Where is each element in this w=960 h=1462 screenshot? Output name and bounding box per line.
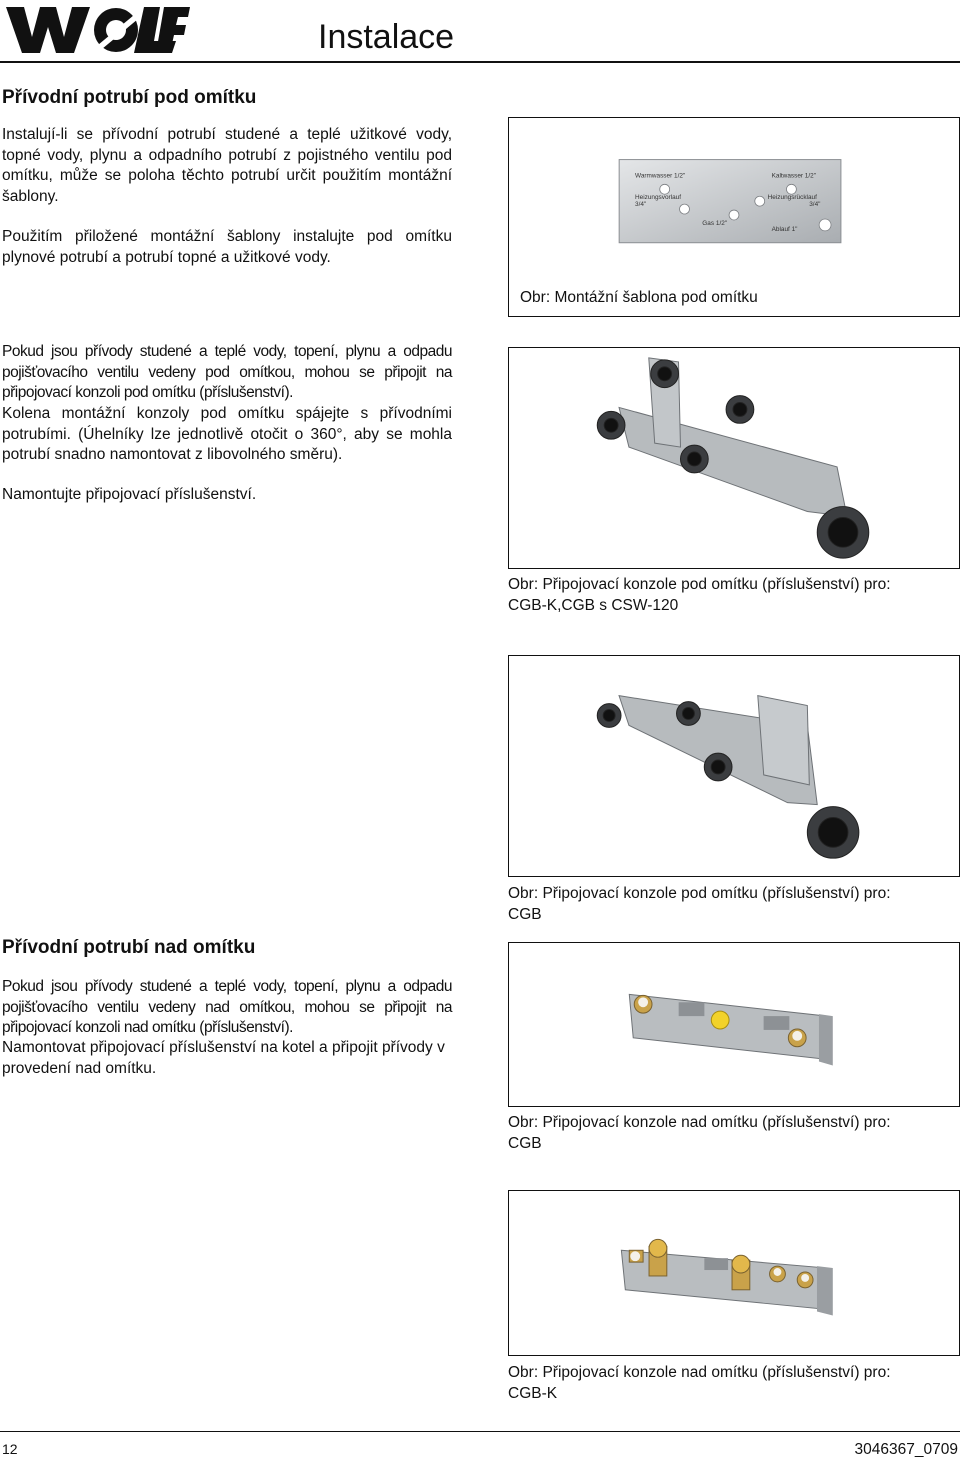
label-ablauf: Ablauf 1"	[771, 225, 798, 233]
label-kaltwasser: Kaltwasser 1/2"	[771, 172, 817, 180]
paragraph: Pokud jsou přívody studené a teplé vody, topení, plynu a odpadu pojišťovacího ventilu vedeny pod omítkou, mohou se připojit na připojovací konzoli pod omítku (příslušenství).	[2, 343, 452, 401]
section-heading-surface: Přívodní potrubí nad omítku	[2, 937, 256, 958]
figure-caption: Obr: Připojovací konzole pod omítku (příslušenství) pro:	[508, 885, 891, 902]
figure-flush-bracket-cgb-frame	[508, 655, 960, 877]
figure-caption-model: CGB	[508, 1135, 542, 1152]
document-number: 3046367_0709	[854, 1441, 958, 1458]
figure-caption-model: CGB-K	[508, 1385, 558, 1402]
paragraph: Instalují-li se přívodní potrubí studené a teplé užitkové vody, topné vody, plynu a odpadního potrubí z pojistného ventilu pod omítku, může se poloha těchto potrubí určit použitím montážní šablony.	[2, 126, 452, 205]
figure-caption: Obr: Připojovací konzole nad omítku (příslušenství) pro:	[508, 1114, 891, 1131]
surface-bracket-cgb-image	[509, 943, 959, 1106]
label-gas: Gas 1/2"	[702, 219, 728, 227]
figure-caption-model: CGB	[508, 906, 542, 923]
page-number: 12	[2, 1441, 18, 1457]
label-heizungsvorlauf: Heizungsvorlauf	[635, 194, 682, 202]
label-heizungsruecklauf-size: 3/4"	[809, 201, 821, 209]
figure-caption-model: CGB-K,CGB s CSW-120	[508, 597, 679, 614]
label-warmwasser: Warmwasser 1/2"	[635, 172, 686, 180]
label-heizungsvorlauf-size: 3/4"	[635, 201, 647, 209]
figure-caption: Obr: Montážní šablona pod omítku	[520, 289, 758, 306]
surface-bracket-cgbk-image	[509, 1191, 959, 1355]
wolf-logo	[4, 5, 190, 55]
flush-bracket-cgb-image	[509, 656, 959, 876]
flush-bracket-csw-image	[509, 348, 959, 568]
header-divider	[0, 61, 960, 63]
footer-divider	[0, 1431, 960, 1432]
section-heading-flush: Přívodní potrubí pod omítku	[2, 87, 257, 108]
figure-caption: Obr: Připojovací konzole pod omítku (příslušenství) pro:	[508, 576, 891, 593]
paragraph: Kolena montážní konzoly pod omítku spájejte s přívodními potrubími. (Úhelníky lze jednotlivě otočit o 360°, aby se mohla potrubí snadno namontovat z libovolného směru).	[2, 405, 452, 463]
label-heizungsruecklauf: Heizungsrücklauf	[767, 194, 817, 202]
figure-surface-bracket-cgbk-frame	[508, 1190, 960, 1356]
paragraph: Namontujte připojovací příslušenství.	[2, 486, 257, 503]
figure-flush-bracket-csw-frame	[508, 347, 960, 569]
figure-caption: Obr: Připojovací konzole nad omítku (příslušenství) pro:	[508, 1364, 891, 1381]
paragraph: Použitím přiložené montážní šablony instalujte pod omítku plynové potrubí a potrubí topné a užitkové vody.	[2, 228, 452, 266]
page-title: Instalace	[318, 18, 455, 56]
paragraph: Pokud jsou přívody studené a teplé vody, topení, plynu a odpadu pojišťovacího ventilu vedeny nad omítkou, mohou se připojit na připojovací konzoli nad omítku (příslušenství).	[2, 978, 452, 1036]
figure-surface-bracket-cgb-frame	[508, 942, 960, 1107]
paragraph: Namontovat připojovací příslušenství na kotel a připojit přívody v provedení nad omítku.	[2, 1039, 445, 1077]
